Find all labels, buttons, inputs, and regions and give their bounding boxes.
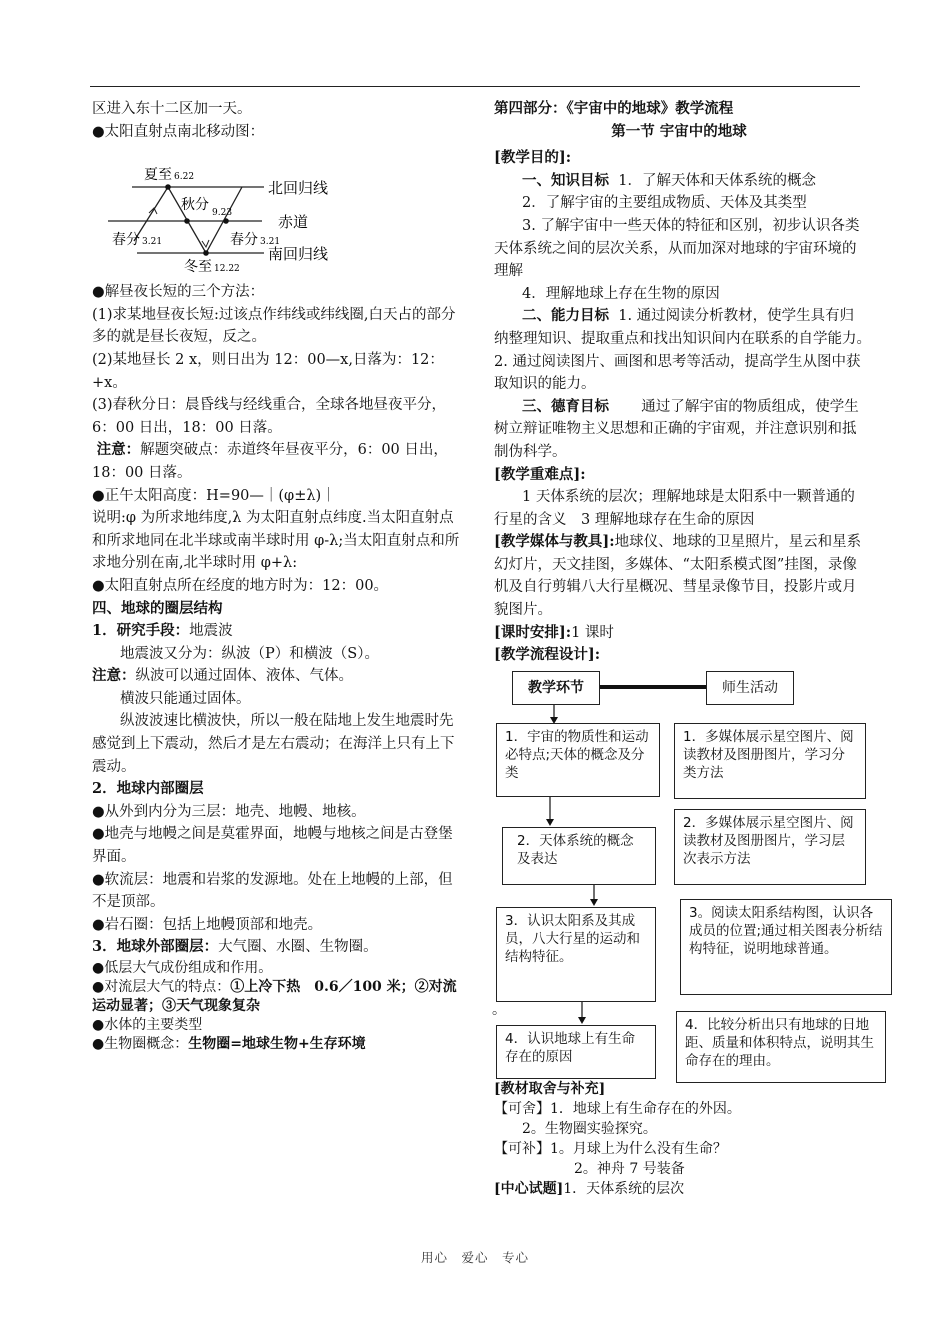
media-line <box>494 531 864 621</box>
text-bold-part: ①上冷下热 0.6／100 米；②对流运动显著；③天气现象复杂 <box>92 979 457 1014</box>
goal-heading: 二、能力目标 <box>522 307 609 325</box>
ke-bu-label: 【可补】 <box>494 1140 550 1157</box>
dongzhi-date: 12.22 <box>214 264 240 274</box>
flow-header-left: 教学环节 <box>512 671 600 705</box>
text-line <box>494 1179 864 1199</box>
center-test-label: [中心试题] <box>494 1180 564 1197</box>
arrow-icon <box>546 819 554 826</box>
materials-label: [教材取舍与补充] <box>494 1080 606 1097</box>
flow-header-right: 师生活动 <box>706 671 794 705</box>
chunfen-right-date: 3.21 <box>260 237 281 248</box>
left-column <box>92 98 464 1054</box>
ke-bu-item: 1。月球上为什么没有生命？ <box>550 1140 727 1157</box>
text-line: ●太阳直射点所在经度的地方时为：12：00。 <box>92 577 389 594</box>
text-line: ●正午太阳高度：H=90—｜(φ±λ)｜ <box>92 487 336 504</box>
text-line: 横波只能通过固体。 <box>120 690 251 707</box>
text-part: ●生物圈概念： <box>92 1036 189 1052</box>
text-line <box>92 1035 464 1054</box>
knowledge-goal <box>494 170 864 193</box>
time-label: [课时安排]: <box>494 623 572 641</box>
flow-step-box: 3．认识太阳系及其成员，八大行星的运动和结构特征。 <box>496 907 656 1002</box>
flow-step-box: 4．认识地球上有生命存在的原因 <box>496 1025 656 1079</box>
subsection-text: 地震波 <box>189 623 233 640</box>
subsection-text: 大气圈、水圈、生物圈。 <box>218 939 378 956</box>
flow-step-box: 2．天体系统的概念及表达 <box>502 827 656 885</box>
text-line <box>92 978 464 1016</box>
text-line: 1 天体系统的层次；理解地球是太阳系中一颗普通的行星的含义 3 理解地球存在生命的原因 <box>494 489 855 528</box>
text-line: (3)春秋分日：晨昏线与经线重合，全球各地昼夜平分，6：00 日出，18：00 日落。 <box>92 397 447 436</box>
subsection-line <box>92 620 464 643</box>
sun-direct-point-diagram <box>92 153 464 273</box>
text-part: ●对流层大气的特点： <box>92 979 231 995</box>
summer-solstice-dot <box>165 184 171 190</box>
ke-she-item: 1．地球上有生命存在的外因。 <box>550 1100 741 1117</box>
page-footer: 用心 爱心 专心 <box>420 1250 529 1265</box>
text-line: ●解昼夜长短的三个方法： <box>92 284 265 301</box>
subsection-label: 3．地球外部圈层： <box>92 938 219 956</box>
center-test-item: 1．天体系统的层次 <box>563 1180 685 1197</box>
arrow-icon <box>202 240 209 247</box>
text-bold-part: 生物圈=地球生物+生存环境 <box>188 1036 366 1052</box>
text-line: 2．了解宇宙的主要组成物质、天体及其类型 <box>522 195 807 212</box>
text-line: 地震波又分为：纵波（P）和横波（S）。 <box>120 645 379 662</box>
note-label: 注意： <box>92 667 136 685</box>
text-line: ●岩石圈：包括上地幔顶部和地壳。 <box>92 916 323 933</box>
text-line: 说明:φ 为所求地纬度,λ 为太阳直射点纬度.当太阳直射点和所求地同在北半球或南半球时用 φ-λ;当太阳直射点和所求地分别在南,北半球时用 φ+λ: <box>92 510 460 572</box>
media-text: 地球仪、地球的卫星照片，星云和星系幻灯片，天文挂图，多媒体、“太阳系模式图”挂图，录像机及自行剪辑八大行星概况、彗星录像节目，投影片或月貌图片。 <box>494 534 862 619</box>
text-line: 3. 了解宇宙中一些天体的特征和区别，初步认识各类天体系统之间的层次关系，从而加深对地球的宇宙环境的理解 <box>494 217 860 280</box>
subsection-label: 1．研究手段： <box>92 622 190 640</box>
arrow-icon <box>578 1017 586 1024</box>
text-line: 区进入东十二区加一天。 <box>92 101 252 117</box>
header-rule <box>90 86 860 87</box>
section-title: 第一节 宇宙中的地球 <box>611 122 747 140</box>
note-text: 解题突破点：赤道终年昼夜平分，6：00 日出，18：00 日落。 <box>92 442 448 481</box>
goal-label: [教学目的]: <box>494 149 572 167</box>
goal-text: 1. 通过阅读分析教材，使学生具有归纳整理知识、提取重点和找出知识间内在联系的自学能力。 2. 通过阅读图片、画图和思考等活动，提高学生从图中获取知识的能力。 <box>494 308 879 393</box>
text-line <box>494 1139 864 1159</box>
media-label: [教学媒体与教具]: <box>494 533 615 551</box>
dongzhi-label: 冬至 <box>184 259 212 274</box>
time-line <box>494 622 864 645</box>
ke-bu-item: 2。神舟 7 号装备 <box>574 1160 685 1177</box>
xiazhi-date: 6.22 <box>174 172 195 183</box>
qiufen-date: 9.23 <box>212 208 233 219</box>
chunfen-left-date: 3.21 <box>142 237 163 248</box>
moral-goal <box>494 396 864 464</box>
text-line: ●从外到内分为三层：地壳、地幔、地核。 <box>92 803 366 820</box>
text-line: (2)某地昼长 2 x，则日出为 12：00—x,日落为：12：+x。 <box>92 351 444 391</box>
flow-activity-box: 1．多媒体展示星空图片、阅读教材及图册图片，学习分类方法 <box>674 723 866 799</box>
flow-activity-box: 2．多媒体展示星空图片、阅读教材及图册图片，学习层次表示方法 <box>674 809 866 885</box>
note-line <box>92 439 464 484</box>
note-text: 纵波可以通过固体、液体、气体。 <box>135 668 353 685</box>
text-line: ●水体的主要类型 <box>92 1017 203 1033</box>
note-line <box>92 665 464 688</box>
text-line: ●地壳与地幔之间是莫霍界面，地幔与地核之间是古登堡界面。 <box>92 826 453 866</box>
arrow-icon <box>590 899 598 906</box>
xiazhi-label: 夏至 <box>144 167 172 184</box>
ke-she-item: 2。生物圈实验探究。 <box>522 1120 657 1137</box>
spring-equinox-dot <box>223 218 229 224</box>
note-label: 注意： <box>96 441 141 459</box>
time-text: 1 课时 <box>571 624 614 641</box>
key-label: [教学重难点]: <box>494 465 586 483</box>
subsection-line <box>92 936 464 959</box>
text-line: 纵波波速比横波快，所以一般在陆地上发生地震时先感觉到上下震动，然后才是左右震动；在海洋上只有上下震动。 <box>92 713 455 775</box>
flow-activity-box: 4．比较分析出只有地球的日地距、质量和体积特点，说明其生命存在的理由。 <box>676 1011 886 1083</box>
north-tropic-label: 北回归线 <box>268 179 329 198</box>
goal-text: 通过了解宇宙的物质组成，使学生树立辩证唯物主义思想和正确的宇宙观，并注意识别和抵制伪科学。 <box>494 398 859 460</box>
subsection-heading: 2．地球内部圈层 <box>92 780 204 798</box>
ability-goal <box>494 305 879 395</box>
winter-solstice-dot <box>203 250 209 256</box>
south-tropic-label: 南回归线 <box>268 245 329 264</box>
teaching-flowchart <box>492 671 883 1101</box>
section-heading: 四、地球的圈层结构 <box>92 599 223 617</box>
flow-dot: 。 <box>492 1001 506 1018</box>
part-title: 第四部分：《宇宙中的地球》教学流程 <box>494 100 734 117</box>
goal-text: 1．了解天体和天体系统的概念 <box>618 172 816 189</box>
goal-heading: 一、知识目标 <box>522 171 609 189</box>
text-line: ●软流层：地震和岩浆的发源地。处在上地幔的上部，但不是顶部。 <box>92 871 453 911</box>
chunfen-right-label: 春分 <box>230 232 258 249</box>
flow-step-box: 1．宇宙的物质性和运动必特点;天体的概念及分类 <box>496 723 660 797</box>
ke-she-label: 【可舍】 <box>494 1100 550 1117</box>
equator-label: 赤道 <box>278 213 309 232</box>
flow-label: [教学流程设计]: <box>494 646 601 664</box>
text-line: 4．理解地球上存在生物的原因 <box>522 285 720 302</box>
goal-heading: 三、德育目标 <box>522 397 609 415</box>
text-line: ●低层大气成份组成和作用。 <box>92 960 273 976</box>
right-column <box>492 98 883 1199</box>
sun-direct-point-svg <box>92 153 464 273</box>
text-line: ●太阳直射点南北移动图： <box>92 123 265 140</box>
qiufen-label: 秋分 <box>181 197 209 214</box>
text-line <box>494 1099 864 1119</box>
autumn-equinox-dot <box>184 218 190 224</box>
text-line: (1)求某地昼夜长短:过该点作纬线或纬线圈,白天占的部分多的就是昼长夜短，反之。 <box>92 306 456 346</box>
flow-activity-box: 3。阅读太阳系结构图，认识各成员的位置;通过相关图表分析结构特征，说明地球普通。 <box>680 899 892 995</box>
chunfen-left-label: 春分 <box>112 232 140 249</box>
